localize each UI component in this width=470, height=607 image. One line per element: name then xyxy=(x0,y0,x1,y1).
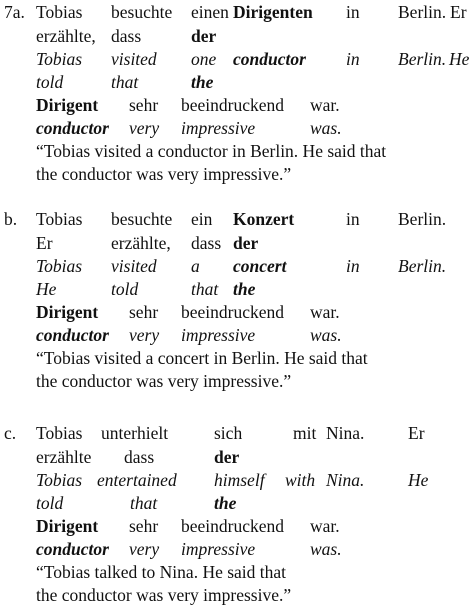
word: Berlin. xyxy=(398,256,447,276)
word: was. xyxy=(310,539,342,559)
word: Nina. xyxy=(326,423,365,443)
word: war. xyxy=(310,302,340,322)
word-target: Dirigent xyxy=(36,95,99,115)
word: with xyxy=(285,470,316,490)
word: himself xyxy=(214,470,265,490)
word: He xyxy=(449,49,470,69)
word-target: Dirigent xyxy=(36,516,99,536)
word: was. xyxy=(310,118,342,138)
word-target: conductor xyxy=(36,539,109,559)
free-translation: “Tobias visited a concert in Berlin. He said that xyxy=(36,348,368,368)
word: sehr xyxy=(129,95,159,115)
word: one xyxy=(191,49,217,69)
word: very xyxy=(129,325,160,345)
word: erzählte, xyxy=(36,26,96,46)
free-translation: the conductor was very impressive.” xyxy=(36,585,292,605)
word: visited xyxy=(111,49,157,69)
word: war. xyxy=(310,516,340,536)
word: erzählte, xyxy=(111,233,171,253)
word: Tobias xyxy=(36,423,83,443)
word: sich xyxy=(214,423,243,443)
word-target: conductor xyxy=(36,118,109,138)
word: Berlin. xyxy=(398,2,447,22)
example-label: c. xyxy=(4,423,17,443)
word-target: the xyxy=(233,279,256,299)
word-target: der xyxy=(191,26,217,46)
word: unterhielt xyxy=(101,423,169,443)
word: Berlin. xyxy=(398,49,447,69)
word: einen xyxy=(191,2,229,22)
word: Nina. xyxy=(326,470,365,490)
word: Er xyxy=(36,233,53,253)
word: besuchte xyxy=(111,209,173,229)
word-target: der xyxy=(233,233,259,253)
word: in xyxy=(346,2,360,22)
word: dass xyxy=(191,233,222,253)
word: dass xyxy=(111,26,142,46)
word: entertained xyxy=(97,470,177,490)
word: in xyxy=(346,256,360,276)
word-target: der xyxy=(214,447,240,467)
word: He xyxy=(408,470,429,490)
word: a xyxy=(191,256,200,276)
word-target: Dirigenten xyxy=(233,2,313,22)
word: very xyxy=(129,118,160,138)
word-target: concert xyxy=(233,256,287,276)
word: dass xyxy=(124,447,155,467)
word: Er xyxy=(450,2,467,22)
word: in xyxy=(346,209,360,229)
word: Er xyxy=(408,423,425,443)
free-translation: the conductor was very impressive.” xyxy=(36,164,292,184)
word: sehr xyxy=(129,302,159,322)
word-target: Konzert xyxy=(233,209,295,229)
word: beeindruckend xyxy=(181,302,285,322)
word: impressive xyxy=(181,118,256,138)
word: impressive xyxy=(181,325,256,345)
word: Berlin. xyxy=(398,209,447,229)
word-target: the xyxy=(214,493,237,513)
word-target: conductor xyxy=(233,49,306,69)
word: besuchte xyxy=(111,2,173,22)
word: Tobias xyxy=(36,256,83,276)
word: sehr xyxy=(129,516,159,536)
word: visited xyxy=(111,256,157,276)
word: told xyxy=(36,72,64,92)
example-label: b. xyxy=(4,209,18,229)
word-target: the xyxy=(191,72,214,92)
word: in xyxy=(346,49,360,69)
word-target: conductor xyxy=(36,325,109,345)
word: beeindruckend xyxy=(181,95,285,115)
word: told xyxy=(36,493,64,513)
word: Tobias xyxy=(36,49,83,69)
word: mit xyxy=(293,423,317,443)
word: was. xyxy=(310,325,342,345)
word-target: Dirigent xyxy=(36,302,99,322)
example-label: 7a. xyxy=(4,2,25,22)
word: ein xyxy=(191,209,213,229)
word: that xyxy=(191,279,219,299)
word: that xyxy=(130,493,158,513)
word: very xyxy=(129,539,160,559)
free-translation: “Tobias talked to Nina. He said that xyxy=(36,562,287,582)
word: beeindruckend xyxy=(181,516,285,536)
word: Tobias xyxy=(36,470,83,490)
word: war. xyxy=(310,95,340,115)
word: that xyxy=(111,72,139,92)
word: He xyxy=(36,279,57,299)
word: impressive xyxy=(181,539,256,559)
word: told xyxy=(111,279,139,299)
free-translation: “Tobias visited a conductor in Berlin. He said that xyxy=(36,141,387,161)
free-translation: the conductor was very impressive.” xyxy=(36,371,292,391)
word: erzählte xyxy=(36,447,92,467)
word: Tobias xyxy=(36,209,83,229)
word: Tobias xyxy=(36,2,83,22)
